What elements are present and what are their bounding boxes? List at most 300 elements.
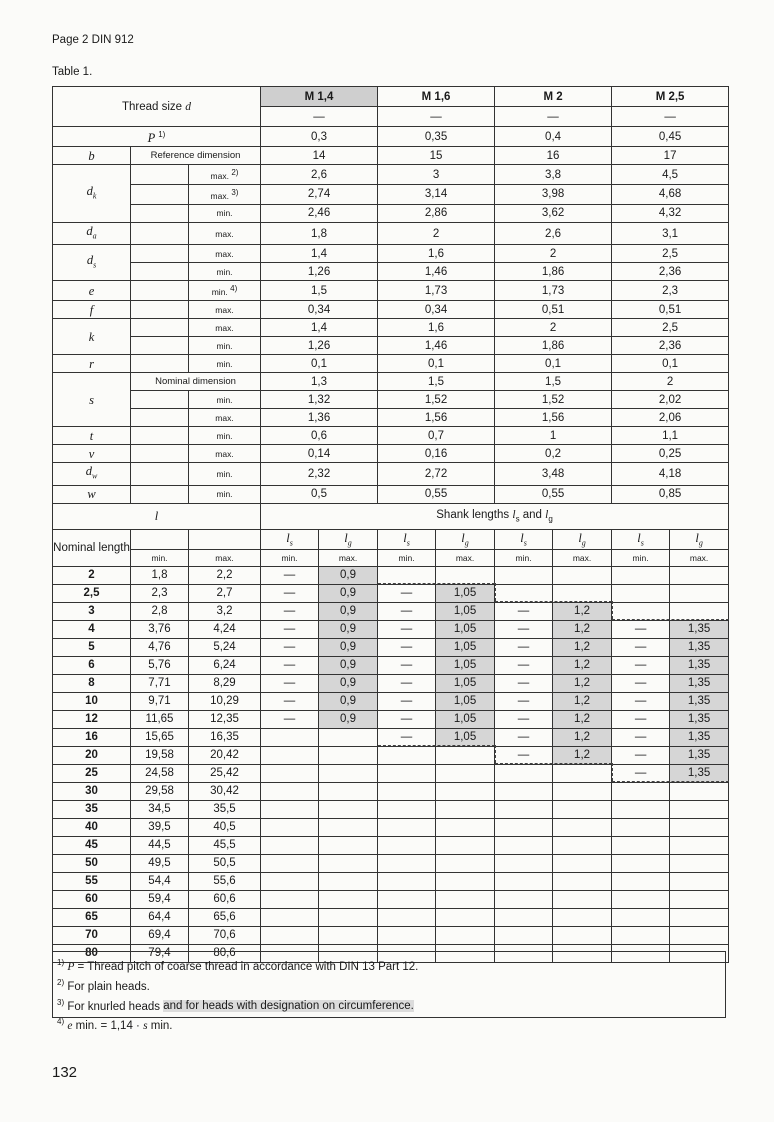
length-max: 8,29 <box>189 674 261 692</box>
ls-min-value: — <box>495 728 553 746</box>
lg-max-value: 1,05 <box>436 656 495 674</box>
table-row <box>53 463 729 486</box>
ls-min-value <box>495 890 553 908</box>
ls-min-value <box>261 764 319 782</box>
ls-min-value: — <box>378 674 436 692</box>
lg-max-value: 1,35 <box>670 692 729 710</box>
dimension-value: 4,68 <box>612 184 729 204</box>
lg-header: $l_g$ <box>670 529 729 549</box>
ls-min-value <box>261 872 319 890</box>
lg-max-value: 0,9 <box>319 638 378 656</box>
table-caption: Table 1. <box>52 66 93 78</box>
length-min: 9,71 <box>131 692 189 710</box>
dimension-value: 0,6 <box>261 427 378 445</box>
dimension-value: 17 <box>612 147 729 165</box>
ls-min-value <box>495 872 553 890</box>
nominal-length: 60 <box>53 890 131 908</box>
lg-max-value: 1,05 <box>436 710 495 728</box>
dimension-value: 2 <box>495 319 612 337</box>
nominal-length: 2,5 <box>53 584 131 602</box>
dimension-value: 1,4 <box>261 245 378 263</box>
min-col-header: min. <box>261 549 319 566</box>
dimension-value: 1,6 <box>378 245 495 263</box>
table-row <box>53 301 729 319</box>
length-max: 55,6 <box>189 872 261 890</box>
dimension-value: 0,35 <box>378 127 495 147</box>
dimension-value: 14 <box>261 147 378 165</box>
dimension-value: 2,06 <box>612 409 729 427</box>
lg-max-value <box>436 890 495 908</box>
length-min: 44,5 <box>131 836 189 854</box>
length-row <box>53 656 729 674</box>
footnote-1: $^{1)}$ P = Thread pitch of coarse thread in accordance with DIN 13 Part 12. <box>57 958 419 973</box>
lg-max-value: 1,2 <box>553 674 612 692</box>
dashed-line <box>495 583 496 601</box>
spacer <box>131 281 189 301</box>
dimension-value: 1,5 <box>378 373 495 391</box>
length-row <box>53 890 729 908</box>
dimension-symbol: $d_a$ <box>53 222 131 245</box>
dimension-value: 3,48 <box>495 463 612 486</box>
qualifier: max. <box>189 319 261 337</box>
ls-min-value <box>378 908 436 926</box>
length-min: 49,5 <box>131 854 189 872</box>
qualifier: min. <box>189 463 261 486</box>
size-dash: — <box>612 107 729 127</box>
ls-min-value: — <box>261 710 319 728</box>
ls-min-value: — <box>261 638 319 656</box>
dimension-value: 0,1 <box>612 355 729 373</box>
lg-max-value <box>553 764 612 782</box>
lg-max-value: 1,2 <box>553 602 612 620</box>
ls-min-value <box>261 728 319 746</box>
dimension-value: 0,55 <box>495 485 612 503</box>
lg-max-value: 1,35 <box>670 728 729 746</box>
lg-max-value <box>553 926 612 944</box>
lg-max-value: 1,35 <box>670 764 729 782</box>
lg-max-value <box>436 854 495 872</box>
spacer <box>131 355 189 373</box>
dimension-value: 2,86 <box>378 204 495 222</box>
ls-min-value: — <box>495 620 553 638</box>
lg-max-value <box>553 908 612 926</box>
spacer <box>131 165 189 185</box>
ls-min-value <box>612 602 670 620</box>
table-row <box>53 184 729 204</box>
ls-min-value <box>378 926 436 944</box>
ls-min-value: — <box>495 602 553 620</box>
length-min: 34,5 <box>131 800 189 818</box>
lg-max-value <box>319 890 378 908</box>
ls-min-value: — <box>495 656 553 674</box>
lg-max-value: 1,35 <box>670 656 729 674</box>
ls-min-value: — <box>495 638 553 656</box>
spacer <box>131 337 189 355</box>
footnote-2: $^{2)}$ For plain heads. <box>57 977 150 993</box>
dimension-symbol: $d_s$ <box>53 245 131 281</box>
ls-min-value <box>261 926 319 944</box>
lg-max-value <box>436 926 495 944</box>
table-row <box>53 319 729 337</box>
lg-max-value <box>319 764 378 782</box>
dimension-value: 3,98 <box>495 184 612 204</box>
dimension-value: 1,52 <box>495 391 612 409</box>
ls-min-value: — <box>261 620 319 638</box>
dimension-value: 0,25 <box>612 445 729 463</box>
lg-max-value: 1,35 <box>670 620 729 638</box>
spacer <box>131 445 189 463</box>
dimension-value: 1,5 <box>261 281 378 301</box>
table-row <box>53 409 729 427</box>
dimension-value: 2,74 <box>261 184 378 204</box>
ls-min-value <box>495 926 553 944</box>
length-row <box>53 872 729 890</box>
nominal-length: 6 <box>53 656 131 674</box>
ls-min-value <box>261 818 319 836</box>
nominal-length: 35 <box>53 800 131 818</box>
length-row <box>53 620 729 638</box>
lg-max-value <box>319 872 378 890</box>
dimension-value: 2 <box>495 245 612 263</box>
lg-max-value: 1,2 <box>553 728 612 746</box>
max-col-header: max. <box>319 549 378 566</box>
qualifier: min. <box>189 337 261 355</box>
lg-max-value <box>319 746 378 764</box>
dimension-value: 0,3 <box>261 127 378 147</box>
ls-min-value: — <box>378 638 436 656</box>
spacer <box>131 263 189 281</box>
dimension-value: 1,6 <box>378 319 495 337</box>
ls-min-value <box>612 782 670 800</box>
dashed-line <box>612 781 729 782</box>
nominal-dimension-label: Nominal dimension <box>131 373 261 391</box>
nominal-length: 2 <box>53 566 131 584</box>
length-min: 59,4 <box>131 890 189 908</box>
lg-max-value <box>553 836 612 854</box>
dimension-symbol: b <box>53 147 131 165</box>
lg-max-value <box>553 782 612 800</box>
dimension-value: 2 <box>378 222 495 245</box>
spacer <box>131 319 189 337</box>
lg-max-value <box>436 908 495 926</box>
table-row <box>53 549 729 566</box>
lg-max-value: 1,05 <box>436 602 495 620</box>
min-col-header: min. <box>495 549 553 566</box>
ls-min-value <box>612 566 670 584</box>
dimension-value: 2,72 <box>378 463 495 486</box>
ls-min-value: — <box>612 674 670 692</box>
dimension-value: 1,56 <box>495 409 612 427</box>
dimension-value: 1,46 <box>378 263 495 281</box>
ls-min-value <box>612 890 670 908</box>
dashed-line <box>378 745 495 746</box>
nominal-length: 8 <box>53 674 131 692</box>
lg-header: $l_g$ <box>553 529 612 549</box>
dimension-value: 15 <box>378 147 495 165</box>
dimension-value: 1,26 <box>261 337 378 355</box>
length-max: 65,6 <box>189 908 261 926</box>
nominal-length: 80 <box>53 944 131 962</box>
shank-lengths-header: Shank lengths $l_s$ and $l_g$ <box>261 503 729 529</box>
spacer <box>131 463 189 486</box>
lg-max-value <box>436 818 495 836</box>
dimension-value: 2,5 <box>612 245 729 263</box>
dimension-value: 3,62 <box>495 204 612 222</box>
dimension-symbol: v <box>53 445 131 463</box>
ls-header: $l_s$ <box>378 529 436 549</box>
ls-min-value <box>378 566 436 584</box>
dimension-value: 0,45 <box>612 127 729 147</box>
lg-max-value: 1,2 <box>553 692 612 710</box>
lg-max-value <box>553 818 612 836</box>
dimension-symbol: $d_w$ <box>53 463 131 486</box>
length-max: 60,6 <box>189 890 261 908</box>
blank <box>189 529 261 549</box>
length-row <box>53 638 729 656</box>
length-row <box>53 602 729 620</box>
table-row <box>53 373 729 391</box>
qualifier: max. <box>189 301 261 319</box>
length-min: 39,5 <box>131 818 189 836</box>
ls-min-value <box>495 818 553 836</box>
lg-max-value <box>319 800 378 818</box>
lg-max-value: 1,35 <box>670 746 729 764</box>
ls-min-value: — <box>261 584 319 602</box>
length-min: 11,65 <box>131 710 189 728</box>
ls-min-value <box>261 782 319 800</box>
ls-min-value: — <box>495 692 553 710</box>
dimension-value: 0,51 <box>612 301 729 319</box>
footnotes <box>52 951 726 1033</box>
dashed-line <box>612 763 613 781</box>
footnote-4: $^{4)}$ e min. = 1,14 · s min. <box>57 1017 173 1033</box>
table-row <box>53 204 729 222</box>
lg-max-value: 0,9 <box>319 656 378 674</box>
ls-min-value <box>612 926 670 944</box>
ls-min-value: — <box>612 620 670 638</box>
lg-max-value: 1,2 <box>553 656 612 674</box>
ls-min-value <box>495 764 553 782</box>
nominal-length: 20 <box>53 746 131 764</box>
ls-min-value <box>612 908 670 926</box>
length-row <box>53 566 729 584</box>
qualifier: min. <box>189 427 261 445</box>
length-max: 12,35 <box>189 710 261 728</box>
length-max: 40,5 <box>189 818 261 836</box>
lg-max-value: 0,9 <box>319 674 378 692</box>
ls-min-value: — <box>261 692 319 710</box>
length-max: 10,29 <box>189 692 261 710</box>
dimension-value: 2,46 <box>261 204 378 222</box>
spacer <box>131 427 189 445</box>
nominal-length: 55 <box>53 872 131 890</box>
ls-min-value <box>261 836 319 854</box>
length-row <box>53 854 729 872</box>
lg-max-value <box>319 818 378 836</box>
size-dash: — <box>495 107 612 127</box>
dimension-value: 2,02 <box>612 391 729 409</box>
length-max: 35,5 <box>189 800 261 818</box>
ls-min-value <box>261 800 319 818</box>
length-max: 2,7 <box>189 584 261 602</box>
lg-max-value: 0,9 <box>319 602 378 620</box>
ls-min-value: — <box>495 746 553 764</box>
dimension-value: 1,26 <box>261 263 378 281</box>
length-max: 6,24 <box>189 656 261 674</box>
max-col-header: max. <box>670 549 729 566</box>
nominal-length: 5 <box>53 638 131 656</box>
dimension-value: 0,85 <box>612 485 729 503</box>
length-max: 45,5 <box>189 836 261 854</box>
ls-min-value: — <box>612 746 670 764</box>
dimension-symbol: t <box>53 427 131 445</box>
ls-min-value <box>378 764 436 782</box>
lg-max-value <box>670 926 729 944</box>
ls-min-value <box>261 746 319 764</box>
dimension-value: 0,7 <box>378 427 495 445</box>
length-min: 54,4 <box>131 872 189 890</box>
length-max: 2,2 <box>189 566 261 584</box>
length-row <box>53 782 729 800</box>
dimension-value: 2,6 <box>261 165 378 185</box>
length-row <box>53 908 729 926</box>
length-row <box>53 692 729 710</box>
nominal-length: 4 <box>53 620 131 638</box>
nominal-length: 3 <box>53 602 131 620</box>
dimension-symbol: s <box>53 373 131 427</box>
lg-max-value <box>436 872 495 890</box>
lg-max-value <box>553 890 612 908</box>
length-max: 20,42 <box>189 746 261 764</box>
ls-min-value: — <box>378 602 436 620</box>
page-number: 132 <box>52 1064 78 1081</box>
table-row <box>53 503 729 529</box>
qualifier: max. $^{2)}$ <box>189 165 261 185</box>
ls-min-value <box>612 854 670 872</box>
lg-max-value: 1,05 <box>436 638 495 656</box>
min-col-header: min. <box>378 549 436 566</box>
min-col-header: min. <box>612 549 670 566</box>
lg-max-value: 1,2 <box>553 620 612 638</box>
table-row <box>53 485 729 503</box>
table-row <box>53 222 729 245</box>
spacer <box>131 301 189 319</box>
lg-max-value: 0,9 <box>319 566 378 584</box>
lg-max-value <box>670 836 729 854</box>
ls-min-value <box>495 566 553 584</box>
lg-max-value: 1,2 <box>553 710 612 728</box>
lg-max-value: 1,2 <box>553 746 612 764</box>
ls-min-value: — <box>378 656 436 674</box>
ls-min-value <box>378 836 436 854</box>
length-max: 5,24 <box>189 638 261 656</box>
spacer <box>131 184 189 204</box>
qualifier: max. <box>189 445 261 463</box>
length-row <box>53 764 729 782</box>
length-row <box>53 674 729 692</box>
lg-max-value <box>553 584 612 602</box>
dimension-value: 4,18 <box>612 463 729 486</box>
dimension-value: 1,4 <box>261 319 378 337</box>
dimension-value: 1,86 <box>495 337 612 355</box>
lg-max-value: 1,05 <box>436 620 495 638</box>
ls-min-value <box>378 818 436 836</box>
length-row <box>53 584 729 602</box>
max-col-header: max. <box>436 549 495 566</box>
qualifier: max. <box>189 222 261 245</box>
lg-max-value <box>553 800 612 818</box>
dimension-symbol: $d_k$ <box>53 165 131 223</box>
length-min: 2,8 <box>131 602 189 620</box>
length-row <box>53 728 729 746</box>
ls-min-value <box>378 872 436 890</box>
ls-min-value <box>612 872 670 890</box>
dimension-value: 4,32 <box>612 204 729 222</box>
ls-min-value: — <box>612 764 670 782</box>
nominal-length: 45 <box>53 836 131 854</box>
qualifier: min. $^{4)}$ <box>189 281 261 301</box>
qualifier: min. <box>189 355 261 373</box>
dashed-line <box>495 763 612 764</box>
lg-max-value <box>436 764 495 782</box>
spacer <box>131 245 189 263</box>
dimension-value: 0,55 <box>378 485 495 503</box>
dimension-value: 3,8 <box>495 165 612 185</box>
ls-min-value: — <box>612 638 670 656</box>
spacer <box>131 485 189 503</box>
length-min: 5,76 <box>131 656 189 674</box>
footnote-3: $^{3)}$ For knurled heads and for heads with designation on circumference. <box>57 997 414 1013</box>
lg-max-value <box>670 782 729 800</box>
lg-max-value: 0,9 <box>319 692 378 710</box>
ls-min-value <box>495 836 553 854</box>
length-min: 29,58 <box>131 782 189 800</box>
table-row <box>53 427 729 445</box>
table-row <box>53 337 729 355</box>
ls-min-value <box>495 782 553 800</box>
size-header: M 1,6 <box>378 87 495 107</box>
table-body <box>53 87 729 963</box>
dimension-value: 1,3 <box>261 373 378 391</box>
dimension-value: 1,5 <box>495 373 612 391</box>
ls-min-value: — <box>378 728 436 746</box>
lg-max-value <box>553 566 612 584</box>
lg-max-value: 1,35 <box>670 710 729 728</box>
dimension-symbol: f <box>53 301 131 319</box>
size-header: M 1,4 <box>261 87 378 107</box>
dashed-line <box>612 619 729 620</box>
dashed-line <box>495 745 496 763</box>
qualifier: min. <box>189 391 261 409</box>
l-max-header: max. <box>189 549 261 566</box>
length-min: 79,4 <box>131 944 189 962</box>
lg-max-value <box>319 926 378 944</box>
dashed-line <box>495 601 612 602</box>
lg-max-value: 1,05 <box>436 674 495 692</box>
table-row <box>53 529 729 549</box>
length-row <box>53 836 729 854</box>
max-col-header: max. <box>553 549 612 566</box>
nominal-length-header: Nominal length <box>53 529 131 566</box>
ls-min-value: — <box>378 710 436 728</box>
dimension-value: 0,1 <box>495 355 612 373</box>
length-min: 19,58 <box>131 746 189 764</box>
length-max: 30,42 <box>189 782 261 800</box>
length-max: 25,42 <box>189 764 261 782</box>
ls-min-value <box>261 854 319 872</box>
length-max: 16,35 <box>189 728 261 746</box>
dimension-value: 0,4 <box>495 127 612 147</box>
